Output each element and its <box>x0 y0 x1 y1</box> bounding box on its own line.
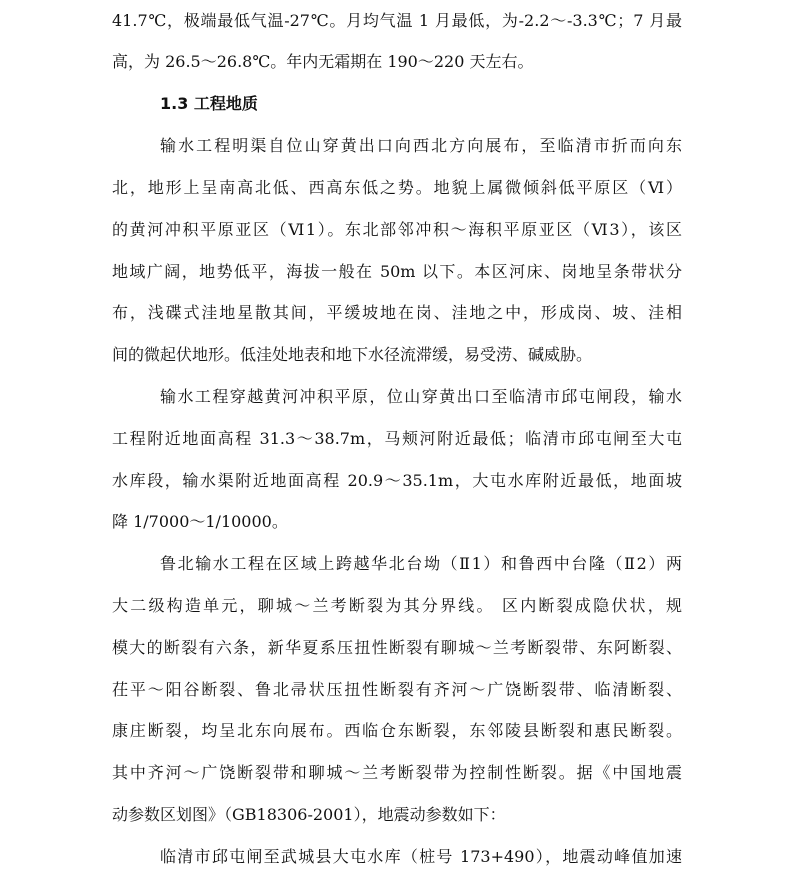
text-line: 的黄河冲积平原亚区（Ⅵ1）。东北部邻冲积～海积平原亚区（Ⅵ3），该区 <box>112 220 682 239</box>
text-line: 大二级构造单元，聊城～兰考断裂为其分界线。 区内断裂成隐伏状，规 <box>112 596 682 615</box>
paragraph-first-line: 输水工程穿越黄河冲积平原，位山穿黄出口至临清市邱屯闸段，输水 <box>160 387 682 406</box>
text-line: 降 1/7000～1/10000。 <box>112 512 288 531</box>
text-line: 间的微起伏地形。低洼处地表和地下水径流滞缓，易受涝、碱威胁。 <box>112 345 593 364</box>
text-line: 41.7℃，极端最低气温-27℃。月均气温 1 月最低，为-2.2～-3.3℃；7 月最 <box>112 11 682 30</box>
paragraph-first-line: 临清市邱屯闸至武城县大屯水库（桩号 173+490），地震动峰值加速 <box>160 847 682 866</box>
text-line: 其中齐河～广饶断裂带和聊城～兰考断裂带为控制性断裂。据《中国地震 <box>112 763 682 782</box>
text-line: 动参数区划图》（GB18306-2001），地震动参数如下： <box>112 805 506 824</box>
text-line: 茌平～阳谷断裂、鲁北帚状压扭性断裂有齐河～广饶断裂带、临清断裂、 <box>112 680 682 699</box>
text-line: 模大的断裂有六条，新华夏系压扭性断裂有聊城～兰考断裂带、东阿断裂、 <box>112 638 682 657</box>
paragraph-first-line: 鲁北输水工程在区域上跨越华北台坳（Ⅱ1）和鲁西中台隆（Ⅱ2）两 <box>160 554 682 573</box>
text-line: 工程附近地面高程 31.3～38.7m，马颊河附近最低；临清市邱屯闸至大屯 <box>112 429 682 448</box>
text-line: 水库段，输水渠附近地面高程 20.9～35.1m，大屯水库附近最低，地面坡 <box>112 471 682 490</box>
text-line: 康庄断裂，均呈北东向展布。西临仓东断裂，东邻陵县断裂和惠民断裂。 <box>112 721 682 740</box>
text-line: 高，为 26.5～26.8℃。年内无霜期在 190～220 天左右。 <box>112 52 534 71</box>
text-line: 布，浅碟式洼地星散其间，平缓坡地在岗、洼地之中，形成岗、坡、洼相 <box>112 303 682 322</box>
text-line: 北，地形上呈南高北低、西高东低之势。地貌上属微倾斜低平原区（Ⅵ） <box>112 178 682 197</box>
text-line: 地域广阔，地势低平，海拔一般在 50m 以下。本区河床、岗地呈条带状分 <box>112 262 682 281</box>
paragraph-first-line: 输水工程明渠自位山穿黄出口向西北方向展布，至临清市折而向东 <box>160 136 682 155</box>
section-heading: 1.3 工程地质 <box>160 94 258 113</box>
